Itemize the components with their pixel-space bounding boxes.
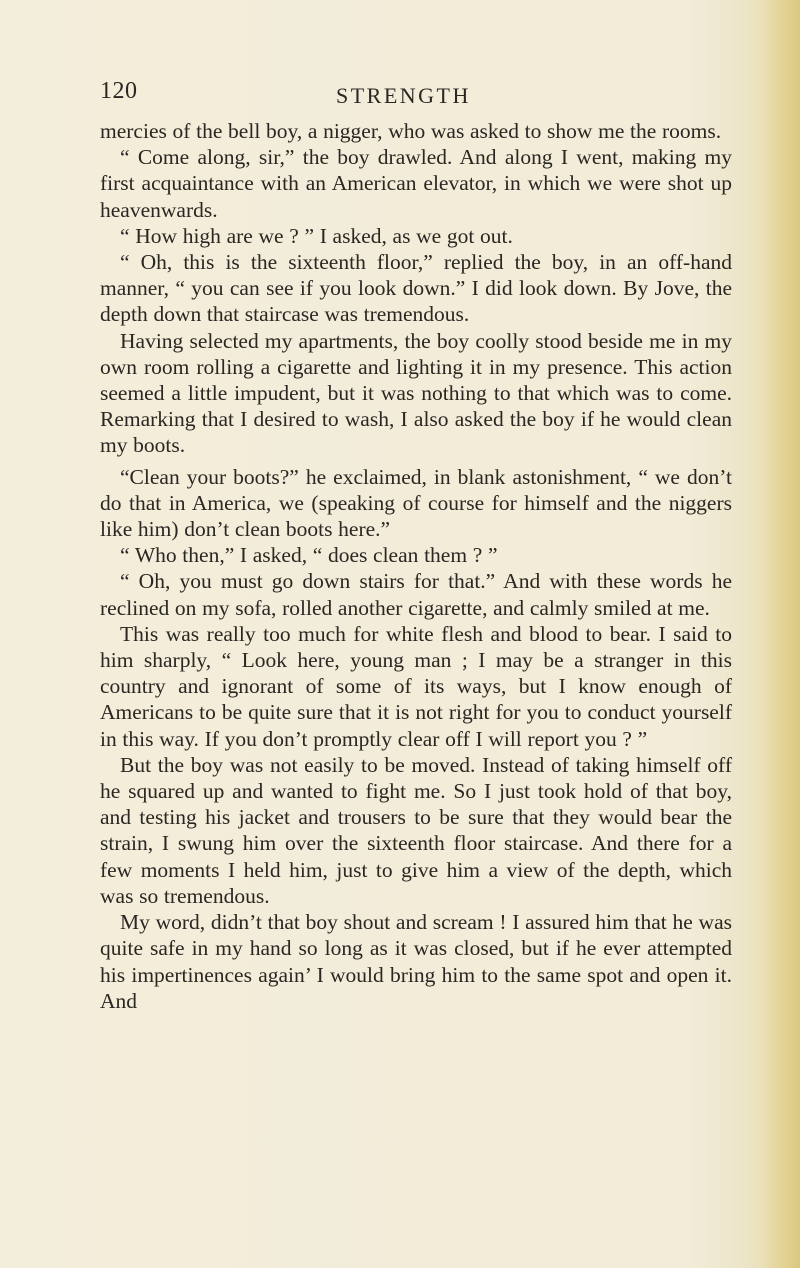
paragraph: Having selected my apartments, the boy coolly stood beside me in my own room rolling a cigarette and lighting it in my presence. This action seemed a little impudent, but it was nothing to that which was to come. Remarking that I desired to wash, I also asked the boy if he would clean my boots.	[100, 328, 732, 458]
running-head: STRENGTH	[336, 83, 471, 108]
paragraph: But the boy was not easily to be moved. Instead of taking himself off he squared up and wanted to fight me. So I just took hold of that boy, and testing his jacket and trousers to be sure that they would bear the strain, I swung him over the sixteenth floor staircase. And there for a few moments I held him, just to give him a view of the depth, which was so tremendous.	[100, 752, 732, 908]
page-header	[100, 78, 740, 108]
paragraph: “ Oh, you must go down stairs for that.” And with these words he reclined on my sofa, rolled another cigarette, and calmly smiled at me.	[100, 569, 732, 620]
paragraph: My word, didn’t that boy shout and scream ! I assured him that he was quite safe in my hand so long as it was closed, but if he ever attempted his impertinences again’ I would bring him to the same spot and open it. And	[100, 910, 732, 1013]
paragraph: “Clean your boots?” he exclaimed, in blank astonishment, “ we don’t do that in America, we (speaking of course for himself and the niggers like him) don’t clean boots here.”	[100, 464, 732, 542]
page-number: 120	[100, 78, 138, 104]
body-text	[100, 118, 732, 1014]
paragraph: “ Who then,” I asked, “ does clean them ? ”	[120, 543, 498, 568]
paragraph: This was really too much for white flesh and blood to bear. I said to him sharply, “ Look here, young man ; I may be a stranger in this country and ignorant of some of its ways, but I know enough of Americans to be quite sure that it is not right for you to conduct yourself in this way. If you don’t promptly clear off I will report you ? ”	[100, 621, 732, 751]
paragraph: “ Oh, this is the sixteenth floor,” replied the boy, in an off-hand manner, “ you can see if you look down.” I did look down. By Jove, the depth down that staircase was tremendous.	[100, 250, 732, 327]
paragraph: mercies of the bell boy, a nigger, who was asked to show me the rooms.	[100, 119, 722, 143]
page-edge-discoloration	[762, 0, 800, 1268]
paragraph: “ How high are we ? ” I asked, as we got out.	[120, 223, 513, 248]
paragraph: “ Come along, sir,” the boy drawled. And along I went, making my first acquaintance with an American elevator, in which we were shot up heavenwards.	[100, 145, 732, 222]
